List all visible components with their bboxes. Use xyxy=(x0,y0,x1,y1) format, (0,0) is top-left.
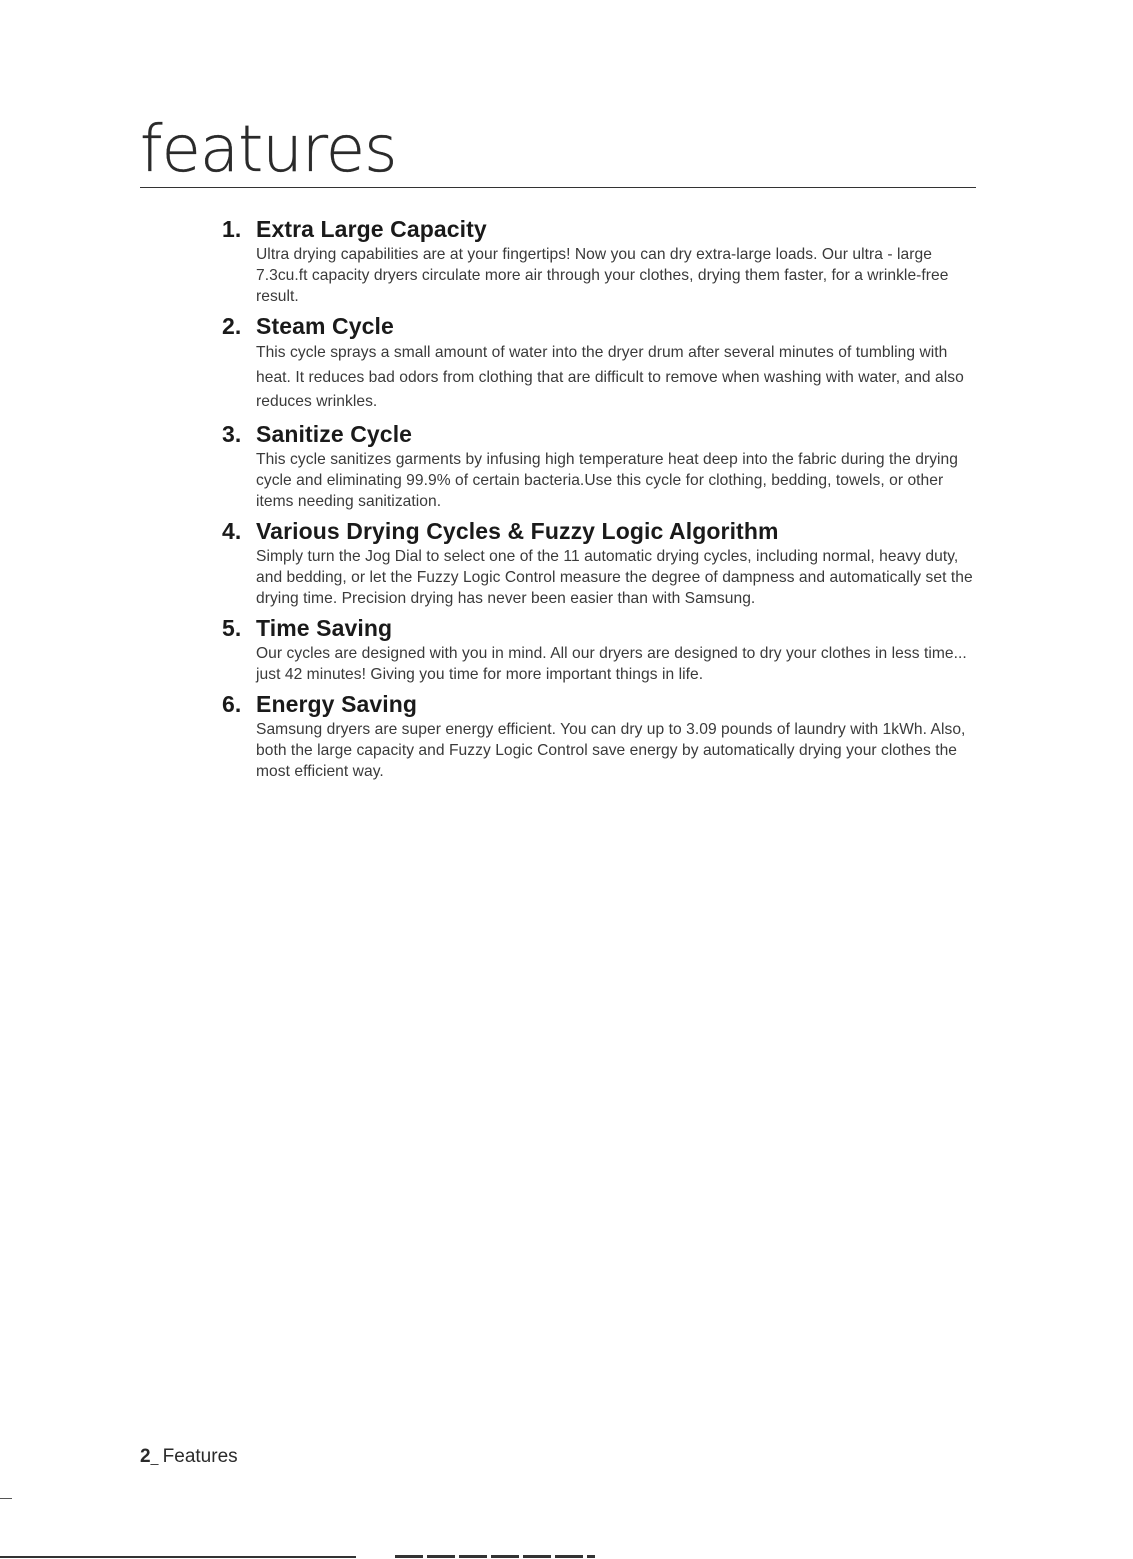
feature-description: This cycle sprays a small amount of water into the dryer drum after several minutes of tumbling with heat. It reduces bad odors from clothing that are difficult to remove when washing with water, and also reduces wrinkles. xyxy=(256,344,964,410)
feature-heading xyxy=(222,419,982,449)
feature-item-extra-large-capacity xyxy=(222,214,982,307)
page-number: 2 xyxy=(140,1446,151,1467)
feature-heading xyxy=(222,613,982,643)
feature-number: 3. xyxy=(222,420,242,447)
footer-section-label: Features xyxy=(162,1446,238,1467)
footer-separator: _ xyxy=(150,1449,158,1465)
feature-item-steam-cycle xyxy=(222,311,982,415)
bottom-edge-line xyxy=(0,1556,356,1558)
feature-heading xyxy=(222,214,982,244)
feature-item-energy-saving xyxy=(222,689,982,782)
feature-title: Time Saving xyxy=(256,614,393,641)
feature-item-sanitize-cycle xyxy=(222,419,982,512)
feature-description: This cycle sanitizes garments by infusing high temperature heat deep into the fabric during the drying cycle and eliminating 99.9% of certain bacteria.Use this cycle for clothing, bedding, towels, or other items needing sanitization. xyxy=(256,450,959,510)
feature-heading xyxy=(222,689,982,719)
feature-heading xyxy=(222,516,982,546)
bottom-edge-dashes xyxy=(395,1555,595,1558)
feature-number: 1. xyxy=(222,216,242,242)
feature-description: Simply turn the Jog Dial to select one of the 11 automatic drying cycles, including normal, heavy duty, and bedding, or let the Fuzzy Logic Control measure the degree of dampness and automatically set the drying time. Precision drying has never been easier than with Samsung. xyxy=(256,547,973,607)
feature-number: 5. xyxy=(222,614,242,641)
feature-description: Ultra drying capabilities are at your fingertips! Now you can dry extra-large loads. Our ultra - large 7.3cu.ft capacity dryers circulate more air through your clothes, drying them faster, for a wrinkle-free result. xyxy=(256,246,949,305)
feature-number: 2. xyxy=(222,313,242,339)
feature-description: Samsung dryers are super energy efficient. You can dry up to 3.09 pounds of laundry with 1kWh. Also, both the large capacity and Fuzzy Logic Control save energy by automatically drying your clothes the most efficient way. xyxy=(256,720,966,780)
feature-title: Energy Saving xyxy=(256,690,418,717)
feature-number: 6. xyxy=(222,690,242,717)
feature-heading xyxy=(222,311,982,341)
page-title: features xyxy=(140,113,397,187)
page-footer xyxy=(140,1446,238,1468)
feature-title: Various Drying Cycles & Fuzzy Logic Algorithm xyxy=(256,517,779,544)
feature-title: Sanitize Cycle xyxy=(256,420,413,447)
crop-mark xyxy=(0,1498,12,1499)
feature-description: Our cycles are designed with you in mind. All our dryers are designed to dry your clothes in less time... just 42 minutes! Giving you time for more important things in life. xyxy=(256,644,967,683)
feature-title: Steam Cycle xyxy=(256,313,394,339)
feature-title: Extra Large Capacity xyxy=(256,216,487,242)
title-underline xyxy=(140,187,976,188)
feature-item-time-saving xyxy=(222,613,982,685)
feature-item-drying-cycles xyxy=(222,516,982,609)
feature-number: 4. xyxy=(222,517,242,544)
features-list xyxy=(222,214,982,786)
